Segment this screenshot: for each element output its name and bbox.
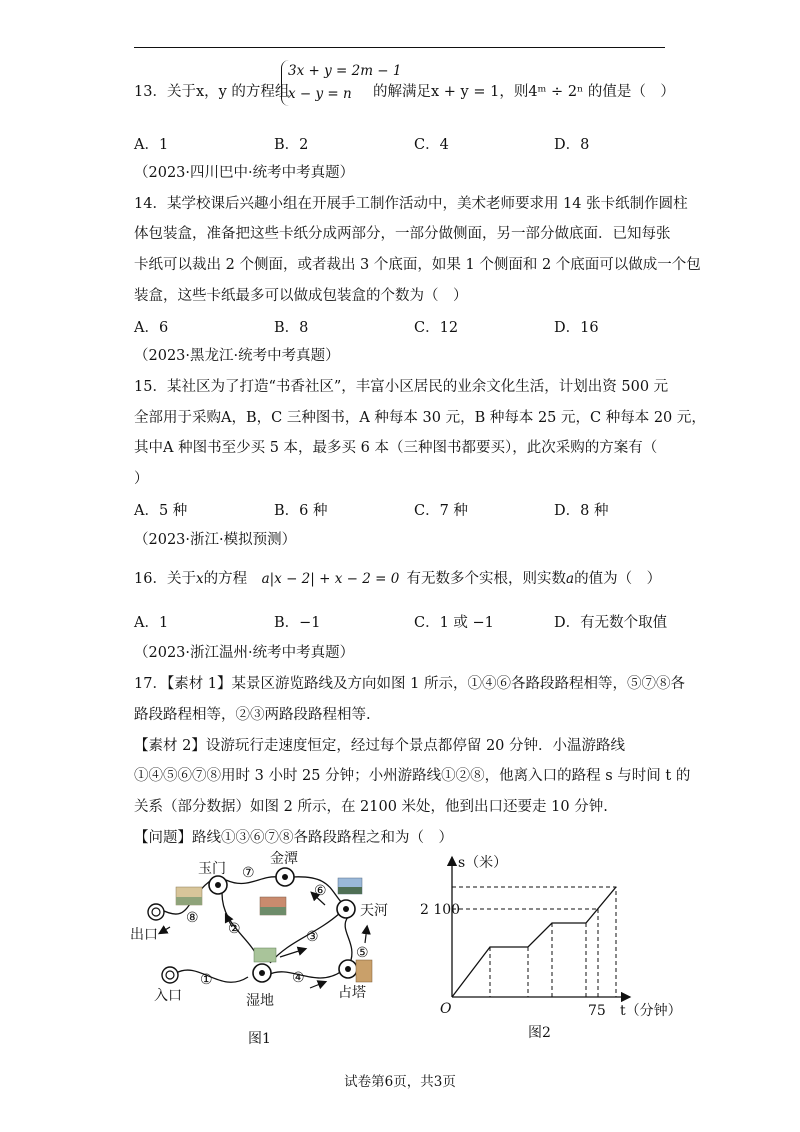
- q16-var-x: x: [195, 571, 204, 587]
- q16-option-c[interactable]: C．1 或 −1: [414, 615, 494, 631]
- q16-var-a: a: [566, 571, 575, 587]
- distance-time-line: [452, 887, 616, 997]
- q13-option-c[interactable]: C．4: [414, 137, 449, 153]
- label-exit: 出口: [130, 927, 158, 943]
- q16-prefix: 16．关于: [134, 571, 196, 587]
- direction-arrow: [160, 927, 170, 933]
- q16-statement: [134, 569, 661, 589]
- q14-option-d[interactable]: D．16: [554, 320, 599, 336]
- q16-option-d[interactable]: D．有无数个取值: [554, 615, 668, 631]
- node-shidi: [253, 964, 271, 982]
- q16-end: 的值为（ ）: [574, 571, 662, 587]
- q14-line: 体包装盒，准备把这些卡纸分成两部分，一部分做侧面，另一部分做底面．已知每张: [134, 226, 671, 242]
- q17-line: 路段路程相等，②③两路段路程相等.: [134, 707, 371, 723]
- label-zhanta: 占塔: [338, 985, 366, 1001]
- q17-source: （2023·浙江温州·统考中考真题）: [134, 645, 355, 661]
- direction-arrow: [310, 982, 325, 988]
- q15-option-b[interactable]: B．6 种: [274, 503, 328, 519]
- q15-option-c[interactable]: C．7 种: [414, 503, 468, 519]
- node-exit: [148, 904, 164, 920]
- q15-line: ）: [134, 471, 149, 487]
- q13-eq2: x − y = n: [288, 86, 352, 102]
- guide-top: [452, 887, 616, 997]
- q15-option-d[interactable]: D．8 种: [554, 503, 609, 519]
- q13-option-d[interactable]: D．8: [554, 137, 590, 153]
- label-jintan: 金潭: [270, 851, 298, 867]
- q17-line: 17．【素材 1】某景区游览路线及方向如图 1 所示，①④⑥各路段路程相等，⑤⑦⑧各: [134, 676, 685, 692]
- y-axis-label: s（米）: [458, 855, 508, 871]
- segment-8-label: ⑧: [186, 910, 199, 926]
- label-yumen: 玉门: [198, 861, 226, 877]
- segment-3-path: [270, 913, 340, 963]
- q14-line: 卡纸可以裁出 2 个侧面，或者裁出 3 个底面，如果 1 个侧面和 2 个底面可以做成一个包: [134, 257, 701, 273]
- pagoda-photo: [356, 960, 372, 982]
- segment-4-path: [268, 971, 342, 978]
- node-tianhe: [337, 900, 355, 918]
- segment-5-path: [345, 917, 352, 963]
- q17-line: 关系（部分数据）如图 2 所示，在 2100 米处，他到出口还要走 10 分钟.: [134, 799, 608, 815]
- wetland-photo: [254, 948, 276, 962]
- label-tianhe: 天河: [360, 903, 388, 919]
- origin-label: O: [440, 1001, 452, 1017]
- q16-option-b[interactable]: B．−1: [274, 615, 321, 631]
- q16-option-a[interactable]: A．1: [134, 615, 169, 631]
- figure-1-caption: 图1: [248, 1031, 271, 1047]
- segment-6-label: ⑥: [314, 883, 327, 899]
- q16-mid: 的方程: [203, 571, 248, 587]
- q13-option-a[interactable]: A．1: [134, 137, 169, 153]
- q15-line: 全部用于采购A，B，C 三种图书，A 种每本 30 元，B 种每本 25 元，C 种每本 20 元，: [134, 410, 706, 426]
- q16-equation: a|x − 2| + x − 2 = 0: [261, 571, 400, 587]
- q14-source: （2023·四川巴中·统考中考真题）: [134, 165, 355, 181]
- label-shidi: 湿地: [246, 993, 274, 1009]
- q14-line: 14．某学校课后兴趣小组在开展手工制作活动中，美术老师要求用 14 张卡纸制作圆柱: [134, 196, 688, 212]
- segment-1-label: ①: [200, 972, 213, 988]
- segment-4-label: ④: [292, 970, 305, 986]
- q15-option-a[interactable]: A．5 种: [134, 503, 188, 519]
- segment-7-label: ⑦: [242, 865, 255, 881]
- figure-2-distance-time-graph: [420, 845, 690, 1050]
- q14-option-b[interactable]: B．8: [274, 320, 309, 336]
- q15-source: （2023·黑龙江·统考中考真题）: [134, 348, 340, 364]
- node-zhanta: [339, 960, 357, 978]
- q17-line: ①④⑤⑥⑦⑧用时 3 小时 25 分钟；小州游路线①②⑧，他离入口的路程 s 与时间 t 的: [134, 768, 691, 784]
- figure-2-caption: 图2: [528, 1025, 551, 1041]
- q13-option-b[interactable]: B．2: [274, 137, 309, 153]
- q13-prefix: 13．关于x，y 的方程组: [134, 84, 290, 100]
- node-entrance: [162, 967, 178, 983]
- top-rule: [134, 47, 665, 48]
- x-tick-75: 75: [588, 1003, 606, 1019]
- q14-option-a[interactable]: A．6: [134, 320, 169, 336]
- q13-eq1: 3x + y = 2m − 1: [288, 63, 402, 79]
- segment-3-label: ③: [306, 929, 319, 945]
- q16-source: （2023·浙江·模拟预测）: [134, 532, 297, 548]
- node-jintan: [276, 868, 294, 886]
- q17-line: 【素材 2】设游玩行走速度恒定，经过每个景点都停留 20 分钟．小温游路线: [134, 738, 626, 754]
- node-yumen: [209, 876, 227, 894]
- x-axis-label: t（分钟）: [620, 1003, 682, 1019]
- q17-line: 【问题】路线①③⑥⑦⑧各路段路程之和为（ ）: [134, 830, 453, 846]
- direction-arrow: [365, 927, 367, 943]
- label-entrance: 入口: [154, 988, 182, 1004]
- page-footer: 试卷第6页，共3页: [344, 1074, 456, 1090]
- segment-2-label: ②: [228, 921, 241, 937]
- figure-1-route-map: [130, 845, 410, 1050]
- q14-option-c[interactable]: C．12: [414, 320, 459, 336]
- q15-line: 其中A 种图书至少买 5 本，最多买 6 本（三种图书都要买），此次采购的方案有（: [134, 440, 658, 456]
- q16-suffix: 有无数多个实根，则实数: [406, 571, 567, 587]
- q13-suffix: 的解满足x + y = 1，则4ᵐ ÷ 2ⁿ 的值是（ ）: [373, 84, 675, 100]
- q14-line: 装盒，这些卡纸最多可以做成包装盒的个数为（ ）: [134, 288, 468, 304]
- q15-line: 15．某社区为了打造“书香社区”，丰富小区居民的业余文化生活，计划出资 500 元: [134, 379, 669, 395]
- segment-5-label: ⑤: [356, 945, 369, 961]
- y-tick-2100: 2 100: [420, 902, 461, 918]
